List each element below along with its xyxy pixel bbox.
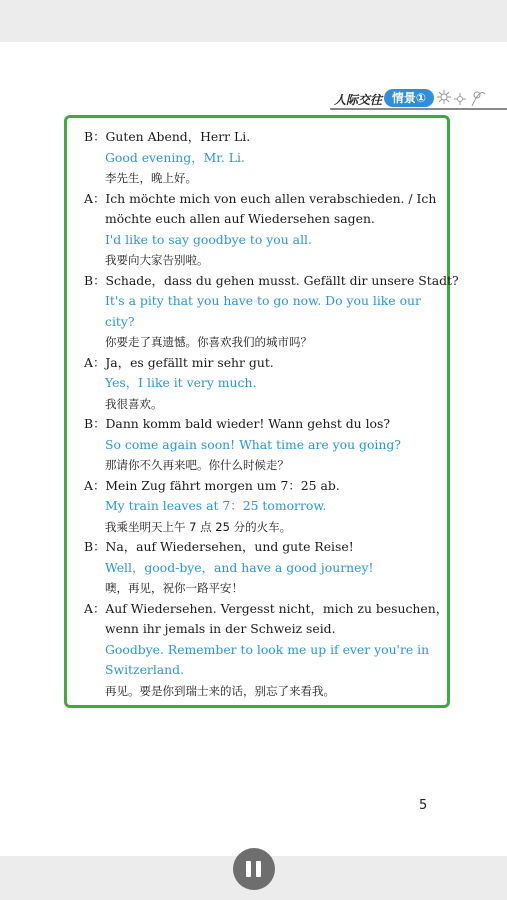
dialogue-line-chinese: 你要走了真遗憾。你喜欢我们的城市吗？ (105, 335, 312, 349)
dialogue-line-german: A：Ja，es gefällt mir sehr gut. (84, 354, 274, 370)
dialogue-line-english: Goodbye. Remember to look me up if ever you're in (105, 641, 430, 657)
dialogue-line-english: Good evening，Mr. Li. (105, 149, 245, 165)
dialogue-line-english: Switzerland. (105, 662, 185, 677)
dialogue-line-chinese: 我乘坐明天上午 7 点 25 分的火车。 (105, 519, 292, 534)
pause-button[interactable] (233, 848, 275, 890)
dialogue-line-english: So come again soon! What time are you going? (105, 436, 401, 452)
pause-icon (246, 861, 251, 877)
dialogue-line-chinese: 李先生，晚上好。 (105, 171, 197, 185)
dialogue-line-german: möchte euch allen auf Wiedersehen sagen. (105, 211, 375, 226)
dialogue-line-chinese: 噢，再见，祝你一路平安！ (105, 581, 243, 595)
scene-badge: 情景① (384, 89, 434, 107)
page-header (300, 86, 507, 114)
dialogue-line-chinese: 那请你不久再来吧。你什么时候走？ (105, 458, 289, 472)
dialogue-line-english: My train leaves at 7：25 tomorrow. (105, 498, 327, 513)
dialogue-line-english: It's a pity that you have to go now. Do you like our (105, 293, 421, 308)
dialogue-line-chinese: 我很喜欢。 (105, 396, 163, 411)
dialogue-line-english: I'd like to say goodbye to you all. (105, 231, 312, 247)
top-bar (0, 0, 507, 42)
dialogue-line-german: B：Schade，dass du gehen musst. Gefällt dir unsere Stadt? (84, 272, 459, 288)
dialogue-line-chinese: 我要向大家告别啦。 (105, 253, 209, 267)
dialogue-line-german: B：Na，auf Wiedersehen，und gute Reise! (84, 539, 354, 554)
page-number: 5 (419, 798, 428, 813)
dialogue-line-german: A：Auf Wiedersehen. Vergesst nicht，mich zu besuchen， (84, 600, 449, 616)
dialogue-line-german: B：Dann komm bald wieder! Wann gehst du los? (84, 416, 391, 431)
section-title: 人际交往 (334, 93, 383, 107)
pause-icon (256, 861, 261, 877)
dialogue-line-english: Yes，I like it very much. (105, 375, 257, 390)
dialogue-line-german: A：Mein Zug fährt morgen um 7：25 ab. (84, 477, 340, 493)
dialogue-line-chinese: 再见。要是你到瑞士来的话，别忘了来看我。 (105, 683, 335, 698)
dialogue-line-english: city? (105, 313, 135, 329)
dialogue-line-german: B：Guten Abend，Herr Li. (84, 129, 251, 144)
dialogue-box (64, 115, 459, 708)
crescent-moon-icon (424, 788, 452, 822)
flower-decoration-icon (436, 86, 486, 110)
dialogue-line-english: Well，good-bye，and have a good journey! (105, 559, 374, 575)
dialogue-line-german: A：Ich möchte mich von euch allen verabschieden. / Ich (84, 190, 437, 206)
dialogue-line-german: wenn ihr jemals in der Schweiz seid. (105, 621, 336, 636)
